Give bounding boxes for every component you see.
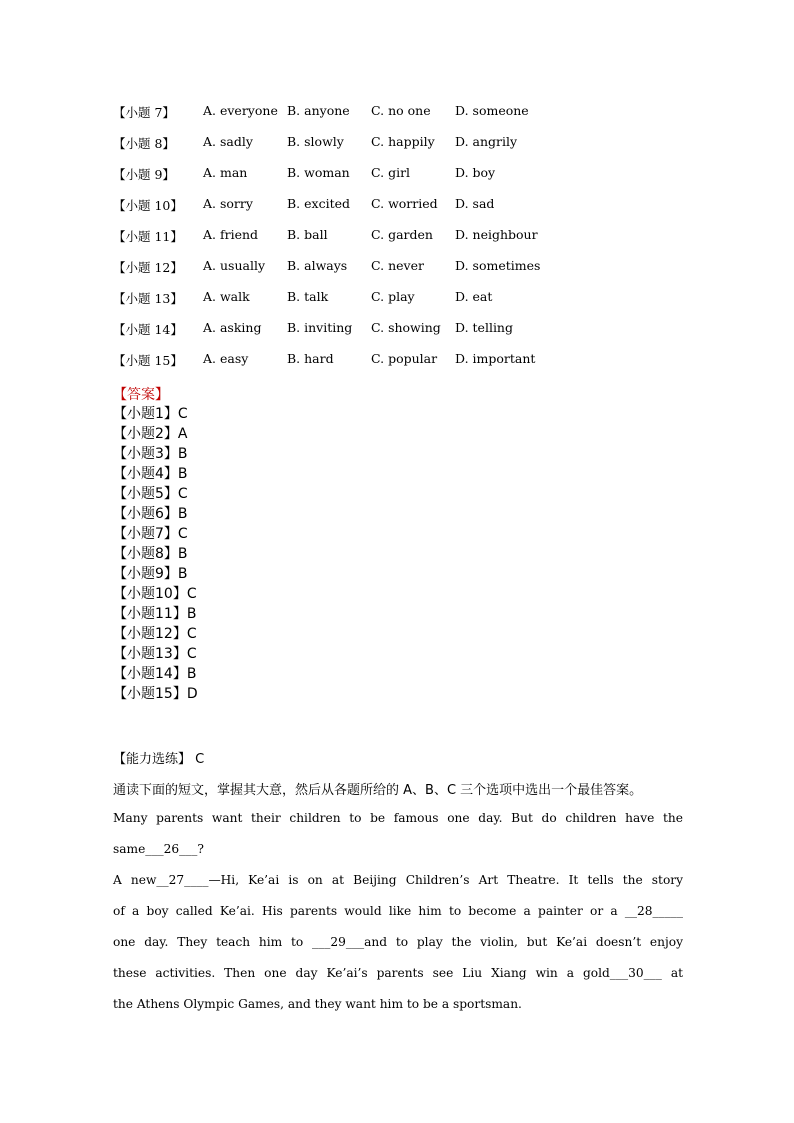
answer-item: 【小题14】B (113, 666, 197, 682)
answer-item: 【小题12】C (113, 626, 197, 642)
option-c: C. no one (371, 103, 431, 118)
answer-item: 【小题8】B (113, 546, 188, 562)
option-b: B. excited (287, 196, 351, 211)
option-a: A. sorry (203, 196, 253, 211)
question-number: 【小题 13】 (113, 291, 183, 306)
option-a: A. asking (203, 320, 262, 335)
option-d: D. telling (455, 320, 513, 335)
option-d: D. neighbour (455, 227, 538, 242)
section-title: 【能力选练】 C (113, 752, 205, 767)
option-a: A. walk (203, 289, 250, 304)
answer-item: 【小题6】B (113, 506, 188, 522)
instruction-text: 通读下面的短文，掌握其大意，然后从各题所给的 A、B、C 三个选项中选出一个最佳答案。 (113, 783, 643, 798)
answer-item: 【小题2】A (113, 426, 188, 442)
option-b: B. inviting (287, 320, 353, 335)
answer-item: 【小题15】D (113, 686, 198, 702)
option-c: C. showing (371, 320, 441, 335)
answer-item: 【小题3】B (113, 446, 188, 462)
option-b: B. hard (287, 351, 334, 366)
answer-item: 【小题11】B (113, 606, 197, 622)
option-d: D. eat (455, 289, 493, 304)
answer-item: 【小题5】C (113, 486, 188, 502)
question-number: 【小题 10】 (113, 198, 183, 213)
option-d: D. important (455, 351, 536, 366)
option-c: C. garden (371, 227, 433, 242)
option-a: A. friend (203, 227, 259, 242)
option-c: C. play (371, 289, 415, 304)
answer-item: 【小题9】B (113, 566, 188, 582)
answer-item: 【小题7】C (113, 526, 188, 542)
option-a: A. sadly (203, 134, 253, 149)
passage-line: of a boy called Ke’ai. His parents would like him to become a painter or a __28_____ (113, 904, 683, 918)
question-number: 【小题 8】 (113, 136, 175, 151)
question-number: 【小题 15】 (113, 353, 183, 368)
option-c: C. worried (371, 196, 438, 211)
passage-line: one day. They teach him to ___29___and to play the violin, but Ke’ai doesn’t enjoy (113, 935, 683, 949)
option-c: C. popular (371, 351, 438, 366)
option-b: B. always (287, 258, 348, 273)
option-d: D. sometimes (455, 258, 541, 273)
option-c: C. girl (371, 165, 411, 180)
answer-item: 【小题4】B (113, 466, 188, 482)
option-c: C. never (371, 258, 424, 273)
answer-item: 【小题1】C (113, 406, 188, 422)
option-a: A. man (203, 165, 248, 180)
answer-heading: 【答案】 (113, 387, 169, 403)
passage-line: same___26___? (113, 842, 204, 856)
option-d: D. angrily (455, 134, 518, 149)
question-number: 【小题 11】 (113, 229, 183, 244)
passage-line: these activities. Then one day Ke’ai’s parents see Liu Xiang win a gold___30___ at (113, 966, 683, 980)
option-d: D. someone (455, 103, 529, 118)
passage-line: A new__27____—Hi, Ke’ai is on at Beijing Children’s Art Theatre. It tells the story (113, 873, 683, 887)
question-number: 【小题 9】 (113, 167, 175, 182)
passage-line: Many parents want their children to be famous one day. But do children have the (113, 811, 683, 825)
option-b: B. ball (287, 227, 328, 242)
option-b: B. woman (287, 165, 350, 180)
question-number: 【小题 12】 (113, 260, 183, 275)
option-d: D. boy (455, 165, 496, 180)
option-b: B. slowly (287, 134, 344, 149)
answer-item: 【小题13】C (113, 646, 197, 662)
answer-item: 【小题10】C (113, 586, 197, 602)
option-b: B. anyone (287, 103, 350, 118)
option-a: A. easy (203, 351, 249, 366)
question-number: 【小题 7】 (113, 105, 175, 120)
option-d: D. sad (455, 196, 495, 211)
question-number: 【小题 14】 (113, 322, 183, 337)
answer-list (113, 404, 198, 704)
option-a: A. everyone (203, 103, 278, 118)
option-c: C. happily (371, 134, 435, 149)
option-b: B. talk (287, 289, 329, 304)
option-a: A. usually (203, 258, 265, 273)
passage-line: the Athens Olympic Games, and they want him to be a sportsman. (113, 997, 522, 1011)
